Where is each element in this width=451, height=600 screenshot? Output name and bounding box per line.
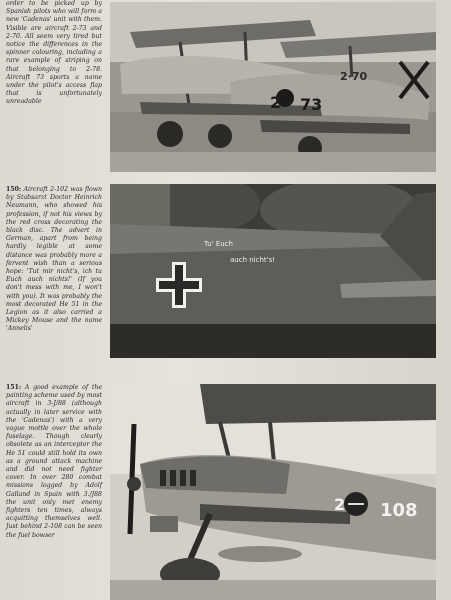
photo-3-biplane-2-108 xyxy=(110,384,436,600)
photo-1-marking-73: 73 xyxy=(300,95,323,114)
caption-151-text: A good example of the painting scheme used by most aircraft in 3-J/88 (although actually in later service with the 'Cadenas') with a very vague mottle over the whole fuselage. Though clearly obsolete as an interceptor the He 51 could still hold its own as a ground attack machine and did not need fighter cover. In over 280 combat missions logged by Adolf Galland in Spain with 3./J88 the unit only met enemy fighters ten times, always acquitting themselves well. Just behind 2-108 can be seen the fuel bowser xyxy=(6,384,102,539)
photo-3-marking-2: 2 xyxy=(334,495,346,514)
photo-1-marking-2: 2 xyxy=(270,93,282,112)
caption-1 xyxy=(6,0,102,107)
photo-2-inscription-1: Tu' Euch xyxy=(204,240,233,248)
caption-151 xyxy=(6,384,102,540)
caption-150 xyxy=(6,186,102,334)
photo-3-marking-108: 108 xyxy=(380,500,418,521)
photo-2-inscription-2: auch nicht's! xyxy=(230,256,276,264)
photo-1-marking-270: 2·70 xyxy=(340,70,368,83)
caption-1-text: order to be picked up by Spanish pilots who will form a new 'Cadenas' unit with them. Visible are aircraft 2-73 and 2-70. All seem very tired but notice the differences in the spinner colouring, including a rare example of striping on that belonging to 2-78. Aircraft 73 sports a name under the pilot's access flap that is unfortunately unreadable xyxy=(6,0,102,106)
caption-151-number: 151: xyxy=(6,384,22,391)
photo-1-aircraft-lineup xyxy=(110,2,436,172)
photo-2-fuselage-red-cross xyxy=(110,184,436,358)
caption-150-text: Aircraft 2-102 was flown by Stabsarzt Doctor Heinrich Neumann, who showed his profession, if not his views by the red cross decorating the black disc. The advert in German, apart from being hardly legible at some distance was probably more a fervent wish than a serious hope: 'Tut mir nicht's, ich tu Euch auch nichts!' (If you don't mess with me, I won't with you). It was probably the most decorated He 51 in the Legion as it also carried a Mickey Mouse and the name 'Annelis' xyxy=(6,186,102,333)
caption-150-number: 150: xyxy=(6,186,22,193)
